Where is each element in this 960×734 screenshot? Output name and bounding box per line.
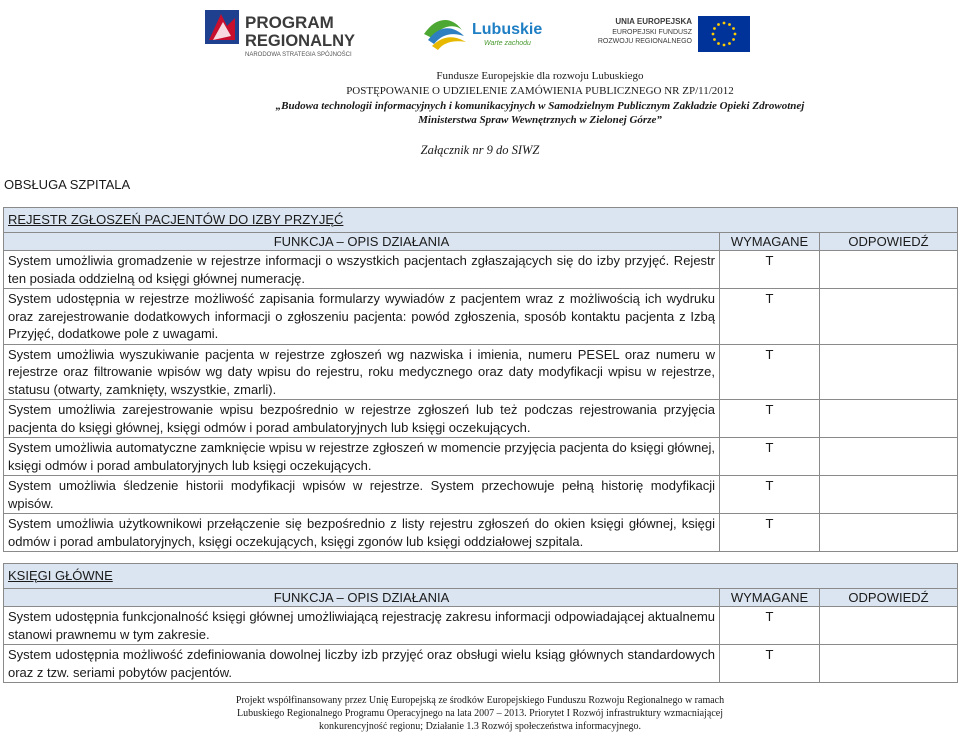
- table-row: [4, 438, 958, 476]
- column-header-description: FUNKCJA – OPIS DZIAŁANIA: [4, 588, 720, 607]
- eu-logo-line2: EUROPEJSKI FUNDUSZ: [612, 29, 692, 36]
- required-flag: T: [720, 476, 820, 514]
- program-logo-line3: NARODOWA STRATEGIA SPÓJNOŚCI: [245, 52, 352, 58]
- response-cell[interactable]: [820, 607, 958, 645]
- logo-bar: [0, 0, 960, 68]
- required-flag: T: [720, 438, 820, 476]
- header-line-1: Fundusze Europejskie dla rozwoju Lubuskiego: [436, 70, 644, 82]
- requirements-table-1: [3, 207, 958, 552]
- eu-logo-line1: UNIA EUROPEJSKA: [615, 17, 692, 26]
- column-header-required: WYMAGANE: [720, 232, 820, 251]
- column-header-description: FUNKCJA – OPIS DZIAŁANIA: [4, 232, 720, 251]
- footer-line-2: Lubuskiego Regionalnego Programu Operacyjnego na lata 2007 – 2013. Priorytet I Rozwój infrastruktury wzmacniającej: [237, 708, 723, 719]
- table-row: [4, 514, 958, 552]
- lubuskie-logo-name: Lubuskie: [472, 21, 543, 38]
- lubuskie-logo: [422, 12, 562, 54]
- response-cell[interactable]: [820, 645, 958, 683]
- table-row: [4, 645, 958, 683]
- column-header-response: ODPOWIEDŹ: [820, 232, 958, 251]
- response-cell[interactable]: [820, 289, 958, 345]
- requirement-description: System umożliwia śledzenie historii modyfikacji wpisów w rejestrze. System przechowuje pełną historię modyfikacji wpisów.: [4, 476, 720, 514]
- requirement-description: System umożliwia użytkownikowi przełączenie się bezpośrednio z listy rejestru zgłoszeń do okien księgi głównej, księgi odmów i porad ambulatoryjnych, księgi oczekujących, księgi zgonów lub księgi oddziałowej szpitala.: [4, 514, 720, 552]
- eu-logo: [582, 14, 752, 54]
- table-row: [4, 251, 958, 289]
- table-row: [4, 607, 958, 645]
- footer-line-3: konkurencyjność regionu; Działanie 1.3 Rozwój społeczeństwa informacyjnego.: [318, 721, 642, 732]
- required-flag: T: [720, 514, 820, 552]
- requirement-description: System umożliwia gromadzenie w rejestrze informacji o wszystkich pacjentach zgłaszających się do izby przyjęć. Rejestr ten posiada oddzielną od księgi głównej numerację.: [4, 251, 720, 289]
- eu-logo-line3: ROZWOJU REGIONALNEGO: [597, 38, 692, 45]
- response-cell[interactable]: [820, 400, 958, 438]
- column-header-required: WYMAGANE: [720, 588, 820, 607]
- table-row: [4, 289, 958, 345]
- header-line-2: POSTĘPOWANIE O UDZIELENIE ZAMÓWIENIA PUBLICZNEGO NR ZP/11/2012: [346, 85, 734, 97]
- header-line-4: Ministerstwa Spraw Wewnętrznych w Zielonej Górze”: [418, 114, 662, 126]
- column-header-response: ODPOWIEDŹ: [820, 588, 958, 607]
- eu-flag-icon: [698, 16, 750, 52]
- table-title: REJESTR ZGŁOSZEŃ PACJENTÓW DO IZBY PRZYJĘĆ: [4, 208, 958, 233]
- section-title: OBSŁUGA SZPITALA: [4, 177, 131, 192]
- response-cell[interactable]: [820, 514, 958, 552]
- table-row: [4, 400, 958, 438]
- response-cell[interactable]: [820, 251, 958, 289]
- requirement-description: System udostępnia w rejestrze możliwość zapisania formularzy wywiadów z pacjentem wraz z możliwością ich wydruku oraz zarejestrowanie dodatkowych informacji o zgłoszeniu pacjenta: powód zgłoszenia, sposób kontaktu pacjenta z Izbą Przyjęć, dodatkowe pole z uwagami.: [4, 289, 720, 345]
- program-logo-line1: PROGRAM: [245, 13, 334, 32]
- required-flag: T: [720, 344, 820, 400]
- required-flag: T: [720, 645, 820, 683]
- lubuskie-logo-tagline: Warte zachodu: [484, 40, 531, 47]
- requirement-description: System umożliwia automatyczne zamknięcie wpisu w rejestrze zgłoszeń w momencie przyjęcia pacjenta do księgi głównej, księgi odmów i porad ambulatoryjnych lub księgi oczekujących.: [4, 438, 720, 476]
- required-flag: T: [720, 400, 820, 438]
- program-regionalny-logo: [205, 6, 375, 62]
- required-flag: T: [720, 607, 820, 645]
- required-flag: T: [720, 251, 820, 289]
- program-logo-line2: REGIONALNY: [245, 32, 356, 50]
- footer-line-1: Projekt współfinansowany przez Unię Europejską ze środków Europejskiego Funduszu Rozwoju Regionalnego w ramach: [235, 695, 725, 706]
- response-cell[interactable]: [820, 476, 958, 514]
- requirements-table-2: [3, 563, 958, 683]
- requirement-description: System udostępnia funkcjonalność księgi głównej umożliwiającą rejestrację zakresu informacji odpowiadającej aktualnemu stanowi prawnemu w tym zakresie.: [4, 607, 720, 645]
- attachment-label: Załącznik nr 9 do SIWZ: [420, 143, 540, 157]
- requirement-description: System umożliwia zarejestrowanie wpisu bezpośrednio w rejestrze zgłoszeń lub też podczas rejestrowania przyjęcia pacjenta do księgi głównej, księgi odmów i porad ambulatoryjnych lub księgi oczekujących.: [4, 400, 720, 438]
- table-row: [4, 344, 958, 400]
- header-line-3: „Budowa technologii informacyjnych i komunikacyjnych w Samodzielnym Publicznym Zakładzie Opieki Zdrowotnej: [275, 100, 805, 112]
- requirement-description: System umożliwia wyszukiwanie pacjenta w rejestrze zgłoszeń wg nazwiska i imienia, numeru PESEL oraz numeru w rejestrze oraz filtrowanie wpisów wg daty wpisu do rejestru, roku medycznego oraz daty modyfikacji wpisu w rejestrze, statusu (otwarty, zamknięty, wszystkie, zmarli).: [4, 344, 720, 400]
- table-row: [4, 476, 958, 514]
- required-flag: T: [720, 289, 820, 345]
- table-title: KSIĘGI GŁÓWNE: [4, 564, 958, 589]
- response-cell[interactable]: [820, 438, 958, 476]
- requirement-description: System udostępnia możliwość zdefiniowania dowolnej liczby izb przyjęć oraz obsługi wielu ksiąg głównych standardowych oraz z tzw. seriami pobytów pacjentów.: [4, 645, 720, 683]
- response-cell[interactable]: [820, 344, 958, 400]
